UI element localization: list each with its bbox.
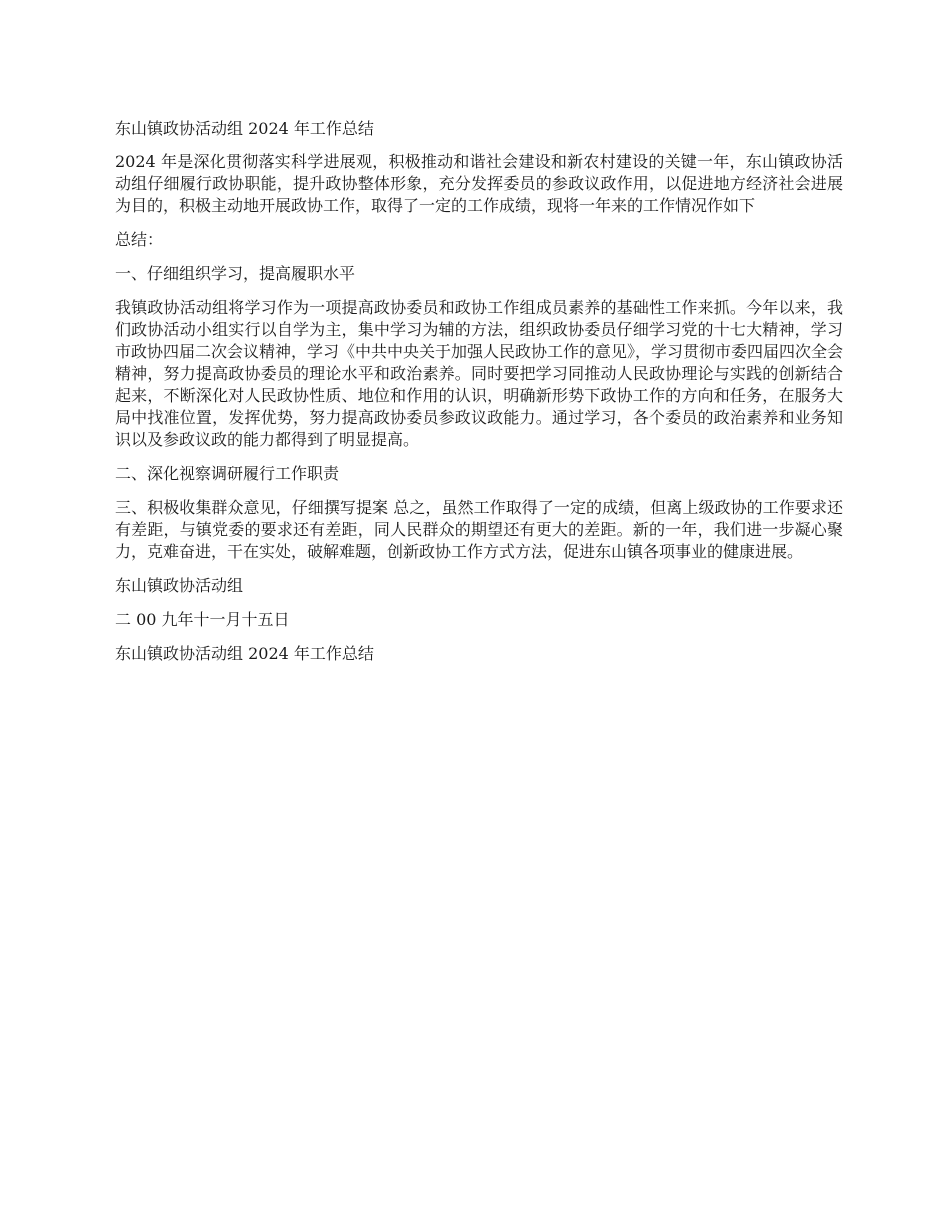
- section-2-heading: 二、深化视察调研履行工作职责: [115, 464, 340, 483]
- document-page: [115, 118, 843, 677]
- summary-label: 总结：: [115, 230, 164, 249]
- intro-paragraph: 2024 年是深化贯彻落实科学进展观，积极推动和谐社会建设和新农村建设的关键一年，东山镇政协活动组仔细履行政协职能，提升政协整体形象，充分发挥委员的参政议政作用，以促进地方经济社会进展为目的，积极主动地开展政协工作，取得了一定的工作成绩，现将一年来的工作情况作如下: [115, 152, 843, 215]
- section-1-heading: 一、仔细组织学习，提高履职水平: [115, 264, 356, 283]
- date: 二 00 九年十一月十五日: [115, 610, 290, 629]
- footer-title: 东山镇政协活动组 2024 年工作总结: [115, 644, 374, 663]
- section-3-body: 三、积极收集群众意见，仔细撰写提案 总之，虽然工作取得了一定的成绩，但离上级政协的工作要求还有差距，与镇党委的要求还有差距，同人民群众的期望还有更大的差距。新的一年，我们进一步凝心聚力，克难奋进，干在实处，破解难题，创新政协工作方式方法，促进东山镇各项事业的健康进展。: [115, 498, 843, 561]
- document-title: 东山镇政协活动组 2024 年工作总结: [115, 119, 374, 138]
- section-1-body: 我镇政协活动组将学习作为一项提高政协委员和政协工作组成员素养的基础性工作来抓。今年以来，我们政协活动小组实行以自学为主，集中学习为辅的方法，组织政协委员仔细学习党的十七大精神，学习市政协四届二次会议精神，学习《中共中央关于加强人民政协工作的意见》，学习贯彻市委四届四次全会精神，努力提高政协委员的理论水平和政治素养。同时要把学习同推动人民政协理论与实践的创新结合起来，不断深化对人民政协性质、地位和作用的认识，明确新形势下政协工作的方向和任务，在服务大局中找准位置，发挥优势，努力提高政协委员参政议政能力。通过学习，各个委员的政治素养和业务知识以及参政议政的能力都得到了明显提高。: [115, 298, 844, 449]
- signature: 东山镇政协活动组: [115, 576, 244, 595]
